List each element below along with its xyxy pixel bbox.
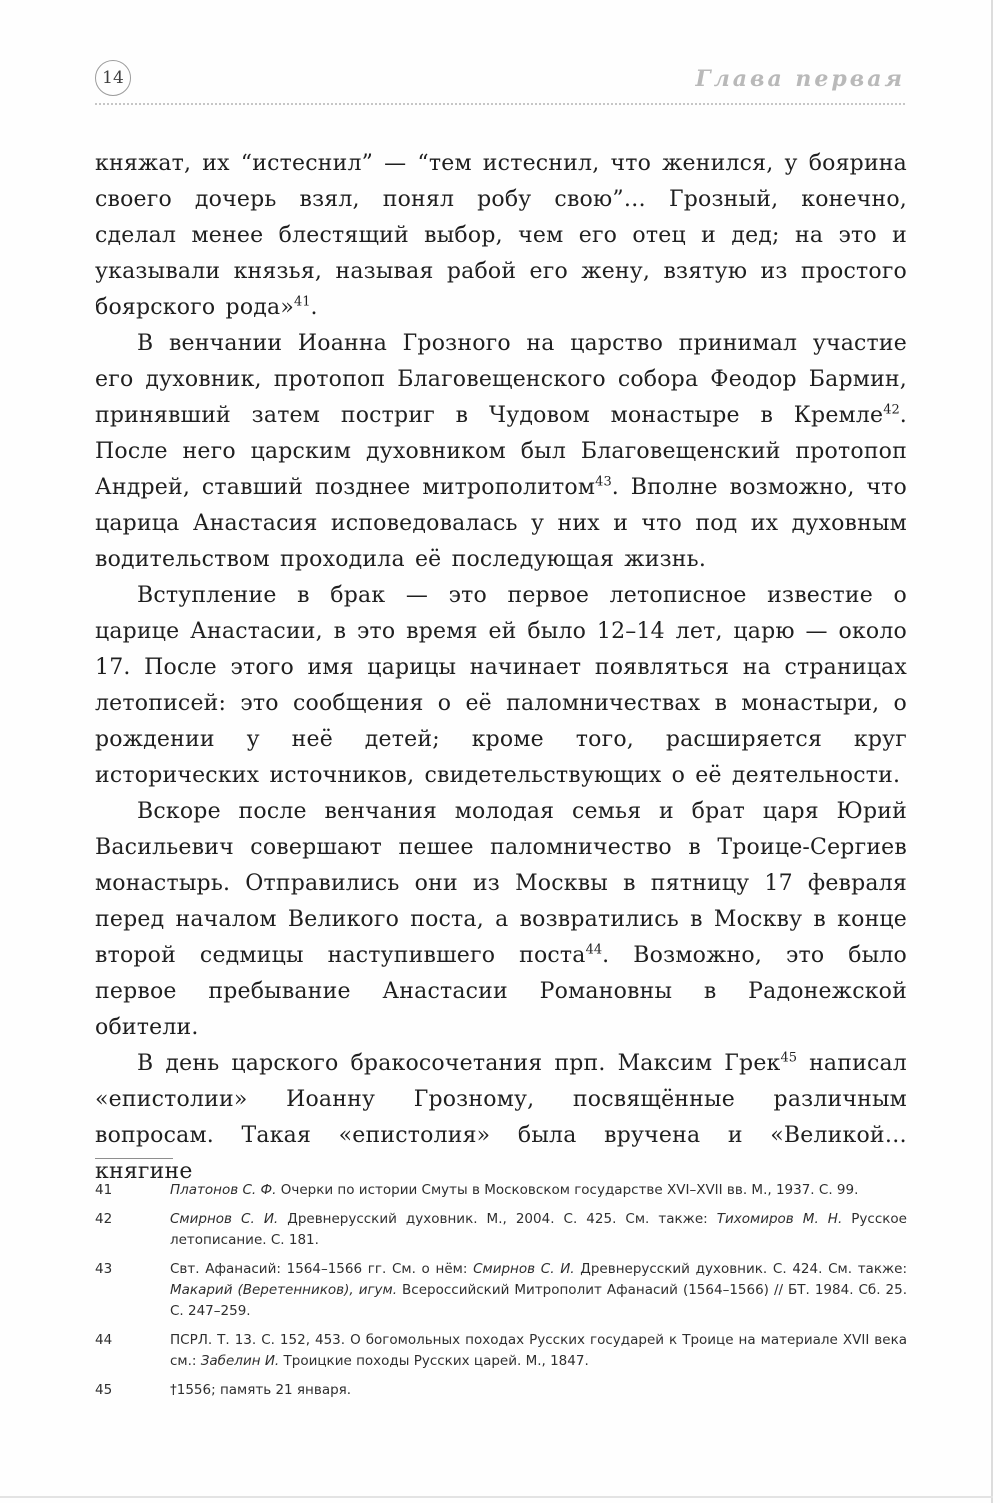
footnote-text: Свт. Афанасий: 1564–1566 гг. См. о нём: Смирнов С. И. Древнерусский духовник. С. 424. См. также: Макарий (Веретенников), игум. Всероссийский Митрополит Афанасий (1564–1566) // БТ. 1984. Сб. 25. С. 247–259. — [170, 1261, 907, 1319]
footnote-number: 44 — [95, 1332, 113, 1348]
footnote-number: 45 — [95, 1382, 113, 1398]
footnote-number: 42 — [95, 1211, 113, 1227]
paragraph: В день царского бракосочетания прп. Максим Грек$^{45}$ написал «епистолии» Иоанну Грозному, посвящённые различным вопросам. Такая «епистолия» была вручена и «Великой… княгине — [95, 1050, 907, 1184]
footnote-ref: 45 — [780, 1050, 798, 1066]
paragraph: Вскоре после венчания молодая семья и брат царя Юрий Васильевич совершают пешее паломничество в Троице-Сергиев монастырь. Отправились они из Москвы в пятницу 17 февраля перед началом Великого поста, а возвратились в Москву в конце второй седмицы наступившего поста$^{44}$. Возможно, это было первое пребывание Анастасии Романовны в Радонежской обители. — [95, 799, 907, 1040]
body-text — [95, 146, 907, 1190]
footnote — [95, 1380, 907, 1401]
footnote-number: 41 — [95, 1182, 113, 1198]
footnote-text: Платонов С. Ф. Очерки по истории Смуты в Московском государстве XVI–XVII вв. М., 1937. С. 99. — [170, 1182, 859, 1198]
page-edge-bottom — [0, 1496, 993, 1498]
page-edge-right — [991, 0, 993, 1503]
footnote-ref: 43 — [595, 474, 612, 490]
footnote — [95, 1209, 907, 1251]
page-header — [95, 58, 905, 100]
footnotes — [95, 1180, 907, 1409]
footnote — [95, 1330, 907, 1372]
paragraph: Вступление в брак — это первое летописное известие о царице Анастасии, в это время ей было 12–14 лет, царю — около 17. После этого имя царицы начинает появляться на страницах летописей: это сообщения о её паломничествах в монастыри, о рождении у неё детей; кроме того, расширяется круг исторических источников, свидетельствующих о её деятельности. — [95, 583, 907, 788]
header-rule — [95, 103, 905, 105]
footnote — [95, 1180, 907, 1201]
paragraph: В венчании Иоанна Грозного на царство принимал участие его духовник, протопоп Благовещенского собора Феодор Бармин, принявший затем постриг в Чудовом монастыре в Кремле$^{42}$. После него царским духовником был Благовещенский протопоп Андрей, ставший позднее митрополитом$^{43}$. Вполне возможно, что царица Анастасия исповедовалась у них и что под их духовным водительством проходила её последующая жизнь. — [95, 331, 907, 572]
footnote-number: 43 — [95, 1261, 113, 1277]
footnote-text: †1556; память 21 января. — [170, 1382, 352, 1398]
footnote-text: ПСРЛ. Т. 13. С. 152, 453. О богомольных походах Русских государей к Троице на материале XVII века см.: Забелин И. Троицкие походы Русских царей. М., 1847. — [170, 1332, 907, 1369]
page-number: 14 — [95, 60, 131, 96]
footnote-separator — [95, 1158, 173, 1159]
footnote-text: Смирнов С. И. Древнерусский духовник. М., 2004. С. 425. См. также: Тихомиров М. Н. Русское летописание. С. 181. — [170, 1211, 907, 1248]
footnote — [95, 1259, 907, 1322]
paragraph: княжат, их “истеснил” — “тем истеснил, что женился, у боярина своего дочерь взял, понял робу свою”… Грозный, конечно, сделал менее блестящий выбор, чем его отец и дед; на это и указывали князья, называя рабой его жену, взятую из простого боярского рода»$^{41}$. — [95, 151, 907, 320]
footnote-ref: 41 — [293, 294, 311, 310]
footnote-ref: 44 — [585, 942, 603, 958]
chapter-header: Глава первая — [695, 66, 905, 92]
footnote-ref: 42 — [883, 402, 900, 418]
